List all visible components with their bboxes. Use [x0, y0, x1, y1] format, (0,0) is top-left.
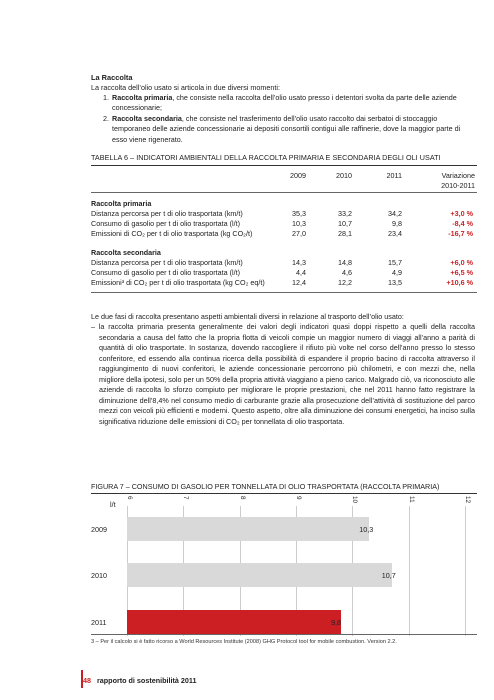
footnote-rule: [91, 634, 477, 635]
table-group-title: Raccolta primaria: [91, 199, 152, 208]
table-cell: 14,8: [338, 258, 352, 267]
col-header-variazione: Variazione: [441, 171, 475, 180]
list-item: [103, 93, 475, 114]
y-category-label: 2010: [91, 571, 107, 580]
table-cell-variation: +6,0 %: [450, 258, 473, 267]
bar-2010: [127, 563, 392, 587]
table-cell: 4,9: [392, 268, 402, 277]
table-cell-variation: -16,7 %: [448, 229, 473, 238]
bar-2011: [127, 610, 341, 634]
bar-value-label: 9,8: [331, 618, 342, 627]
col-header-2010: 2010: [336, 171, 352, 180]
col-header-2011: 2011: [386, 171, 402, 180]
x-tick-label: 8: [238, 496, 246, 500]
body-paragraph: Le due fasi di raccolta presentano aspetti ambientali diversi in relazione al trasporto dell’olio usato:: [91, 312, 404, 321]
table-cell: 13,5: [388, 278, 402, 287]
table-cell: 9,8: [392, 219, 402, 228]
table-cell: 14,3: [292, 258, 306, 267]
table-header-rule: [91, 192, 477, 193]
table-cell: 34,2: [388, 209, 402, 218]
x-tick-label: 10: [351, 496, 359, 504]
table-cell: 4,4: [296, 268, 306, 277]
document-title: rapporto di sostenibilità 2011: [97, 676, 197, 685]
page-footer: [83, 676, 196, 685]
table-cell: 10,3: [292, 219, 306, 228]
table-row-label: Distanza percorsa per t di olio trasportata (km/t): [91, 258, 243, 267]
table-cell: 4,6: [342, 268, 352, 277]
table-cell-variation: +6,5 %: [450, 268, 473, 277]
bar-value-label: 10,3: [359, 525, 374, 534]
list-number: 2.: [103, 114, 109, 123]
table-cell: 12,2: [338, 278, 352, 287]
x-tick-label: 12: [464, 496, 471, 504]
y-category-label: 2011: [91, 618, 107, 627]
table-bottom-rule: [91, 292, 477, 293]
section-title: La Raccolta: [91, 73, 133, 82]
page-number: 48: [83, 676, 91, 685]
section-intro: La raccolta dell’olio usato si articola in due diversi momenti:: [91, 83, 280, 92]
bar-chart: [91, 496, 477, 636]
list-number: 1.: [103, 93, 109, 102]
x-tick-label: 6: [126, 496, 133, 500]
table-cell-variation: -8,4 %: [452, 219, 473, 228]
table-group-title: Raccolta secondaria: [91, 248, 161, 257]
bar-value-label: 10,7: [381, 571, 396, 580]
table-cell-variation: +10,6 %: [446, 278, 473, 287]
table-row-label: Distanza percorsa per t di olio trasportata (km/t): [91, 209, 243, 218]
x-tick-label: 9: [295, 496, 302, 500]
list-item-term: Raccolta primaria: [112, 93, 173, 102]
chart-unit-label: l/t: [110, 500, 116, 509]
list-item-text: , che consiste nella raccolta dell’olio usato presso i detentori svolta da parte delle aziende concessionarie;: [112, 93, 457, 113]
bar-2009: [127, 517, 369, 541]
y-category-label: 2009: [91, 525, 107, 534]
x-tick-label: 7: [182, 496, 190, 500]
table-cell: 10,7: [338, 219, 352, 228]
table-cell: 23,4: [388, 229, 402, 238]
table-row-label: Consumo di gasolio per t di olio trasportata (l/t): [91, 219, 241, 228]
table-row-label: Emissioni³ di CO₂ per t di olio trasportata (kg CO₂ eq/t): [91, 278, 265, 287]
table-title: TABELLA 6 – INDICATORI AMBIENTALI DELLA RACCOLTA PRIMARIA E SECONDARIA DEGLI OLI USATI: [91, 153, 441, 162]
x-tick-label: 11: [407, 496, 415, 503]
table-row-label: Consumo di gasolio per t di olio trasportata (l/t): [91, 268, 241, 277]
table-cell: 35,3: [292, 209, 306, 218]
table-top-rule: [91, 165, 477, 166]
list-item-text: , che consiste nel trasferimento dell’olio usato raccolto dai serbatoi di stoccaggio temporaneo delle aziende concessionarie ai depositi consortili contigui alle raffinerie, dove la maggior parte di esso viene rigenerato.: [112, 114, 461, 144]
figure-top-rule: [91, 493, 477, 494]
table-cell-variation: +3,0 %: [450, 209, 473, 218]
col-header-period: 2010-2011: [441, 181, 475, 190]
table-cell: 27,0: [292, 229, 306, 238]
footnote: 3 – Per il calcolo si è fatto ricorso a World Resources Institute (2008) GHG Protocol tool for mobile combustion. Version 2.2.: [91, 639, 397, 645]
body-bullet: – la raccolta primaria presenta generalmente dei valori degli indicatori quasi doppi rispetto a quelli della raccolta secondaria a causa del fatto che la propria flotta di veicoli compie un maggior numero di viaggi all’anno a parità di quantità di olio trasportate. In sostanza, dovendo raccogliere il rifiuto più volte nel corso dell’anno presso lo stesso conferitore, ed essendo alla continua ricerca della possibilità di espandere il proprio bacino di raccolta attraverso il raggiungimento di nuovi conferitori, le aziende concessionarie percorrono più chilometri, e con mezzi che, nella migliore della ipotesi, solo per un 50% della propria attività viaggiano a pieno carico. Malgrado ciò, va riconosciuto alle aziende di raccolta lo sforzo compiuto per migliorare le proprie prestazioni, che nel 2011 hanno fatto registrare la diminuzione dell’8,4% nel consumo medio di carburante grazie alla prosecuzione dell’attività di sostituzione del parco mezzi con veicoli più efficienti e moderni. Questo aspetto, oltre alla diminuzione dei consumi energetici, ha inciso sulla significativa riduzione delle emissioni di CO₂ per tonnellata di olio trasportata.: [91, 322, 475, 426]
table-cell: 12,4: [292, 278, 306, 287]
table-cell: 15,7: [388, 258, 402, 267]
grid-line: [409, 506, 410, 636]
table-row-label: Emissioni di CO₂ per t di olio trasportata (kg CO₂/t): [91, 229, 253, 238]
grid-line: [465, 506, 466, 636]
list-item: [103, 114, 475, 145]
col-header-2009: 2009: [290, 171, 306, 180]
figure-title: FIGURA 7 – CONSUMO DI GASOLIO PER TONNELLATA DI OLIO TRASPORTATA (RACCOLTA PRIMARIA): [91, 482, 440, 491]
table-cell: 33,2: [338, 209, 352, 218]
list-item-term: Raccolta secondaria: [112, 114, 182, 123]
table-cell: 28,1: [338, 229, 352, 238]
